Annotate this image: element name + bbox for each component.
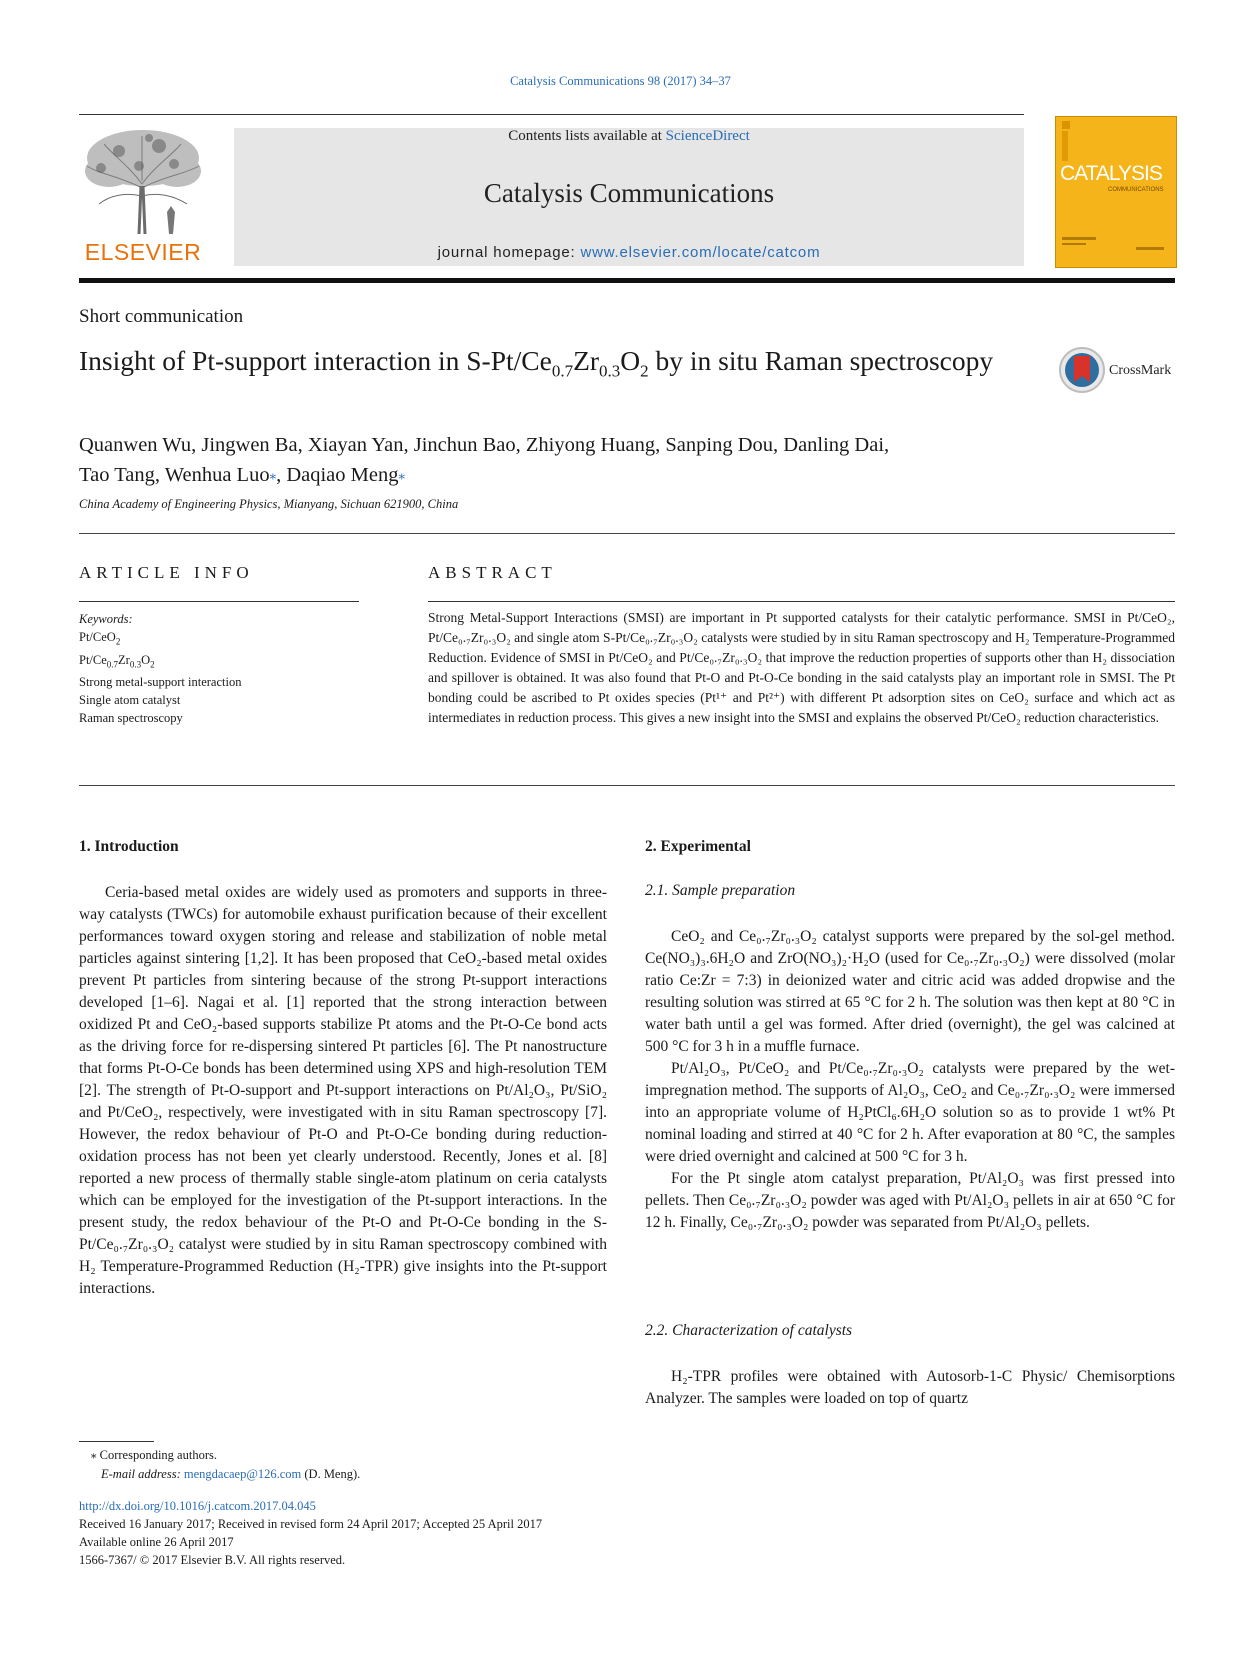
article-info-rule <box>79 601 359 602</box>
email-owner: (D. Meng). <box>301 1467 361 1481</box>
cover-title: CATALYSIS <box>1060 162 1162 185</box>
keyword-sub: 0.7 <box>106 659 119 669</box>
characterization-paragraph: H₂-TPR profiles were obtained with Autosorb-1-C Physic/ Chemisorptions Analyzer. The samples were loaded on top of quartz <box>645 1368 1175 1407</box>
header-rule <box>79 114 1024 115</box>
keyword-item: Raman spectroscopy <box>79 711 183 725</box>
footnote-rule <box>79 1441 154 1442</box>
introduction-heading: 1. Introduction <box>79 838 179 855</box>
characterization-heading: 2.2. Characterization of catalysts <box>645 1322 853 1339</box>
keyword-text: Zr <box>118 652 130 667</box>
author-list <box>79 430 1059 490</box>
section-rule <box>79 533 1175 534</box>
elsevier-tree-logo <box>79 126 207 266</box>
header-thick-rule <box>79 278 1175 283</box>
authors-segment: Tao Tang, Wenhua Luo <box>79 464 270 486</box>
title-part: Insight of Pt-support interaction in S-Pt/Ce <box>79 345 552 376</box>
article-type: Short communication <box>79 306 244 327</box>
article-title <box>79 342 1019 390</box>
introduction-column <box>79 882 607 1300</box>
title-part: Zr <box>573 345 600 376</box>
crossmark-badge[interactable] <box>1058 346 1188 394</box>
abstract-rule <box>428 601 1175 602</box>
homepage-link[interactable]: www.elsevier.com/locate/catcom <box>580 244 821 261</box>
sample-paragraph-3: For the Pt single atom catalyst preparation, Pt/Al₂O₃ was first pressed into pellets. Then Ce₀.₇Zr₀.₃O₂ powder was aged with Pt/Al₂O₃ pellets in air at 650 °C for 12 h. Finally, Ce₀.₇Zr₀.₃O₂ powder was separated from Pt/Al₂O₃ pellets. <box>645 1170 1175 1231</box>
received-dates: Received 16 January 2017; Received in revised form 24 April 2017; Accepted 25 April 2017 <box>79 1517 543 1531</box>
keywords-block <box>79 610 359 727</box>
authors-segment: , Daqiao Meng <box>276 464 399 486</box>
publication-info <box>79 1497 542 1569</box>
title-part: O <box>620 345 641 376</box>
copyright-line: 1566-7367/ © 2017 Elsevier B.V. All rights reserved. <box>79 1553 346 1567</box>
article-info-heading: ARTICLE INFO <box>79 563 254 582</box>
abstract-bottom-rule <box>79 785 1175 786</box>
email-link[interactable]: mengdacaep@126.com <box>183 1467 302 1481</box>
keyword-item: Single atom catalyst <box>79 693 181 707</box>
keyword-sub: 0.3 <box>129 659 142 669</box>
crossmark-label: CrossMark <box>1109 363 1172 378</box>
cover-subtitle: COMMUNICATIONS <box>1108 187 1164 193</box>
journal-reference[interactable]: Catalysis Communications 98 (2017) 34–37 <box>510 74 731 88</box>
affiliation: China Academy of Engineering Physics, Mianyang, Sichuan 621900, China <box>79 497 459 511</box>
journal-cover[interactable] <box>1055 116 1177 268</box>
crossmark-icon <box>1058 346 1106 394</box>
doi-link[interactable]: http://dx.doi.org/10.1016/j.catcom.2017.04.045 <box>79 1499 316 1513</box>
title-part: by in situ Raman spectroscopy <box>648 345 994 376</box>
footnote-block <box>79 1446 360 1484</box>
elsevier-tree-icon <box>79 126 207 236</box>
keyword-sub: 2 <box>150 659 155 669</box>
keywords-label: Keywords: <box>79 612 133 626</box>
journal-homepage <box>234 244 1024 261</box>
authors-line-2 <box>79 460 1059 490</box>
email-footnote <box>79 1465 360 1484</box>
title-sub: 0.3 <box>599 361 621 381</box>
contents-prefix: Contents lists available at <box>508 128 666 144</box>
abstract-text: Strong Metal-Support Interactions (SMSI) are important in Pt supported catalysts for their catalytic performance. SMSI in Pt/CeO₂, Pt/Ce₀.₇Zr₀.₃O₂ and single atom S-Pt/Ce₀.₇Zr₀.₃O₂ catalysts were studied by in situ Raman spectroscopy and H₂ Temperature-Programmed Reduction. Evidence of SMSI in Pt/CeO₂ and Pt/Ce₀.₇Zr₀.₃O₂ that improve the reduction properties of supports other than H₂ dissociation and spillover is obtained. It was also found that Pt-O and Pt-O-Ce bonding in the said catalysts play an important role in SMSI. The Pt bonding could be ascribed to Pt oxides species (Pt¹⁺ and Pt²⁺) with different Pt adsorption sites on CeO₂ surface and which act as intermediates in reduction process. This gives a new insight into the SMSI and explains the observed Pt/CeO₂ reduction characteristics. <box>428 610 1175 725</box>
keyword-text: Pt/Ce <box>79 652 107 667</box>
journal-title: Catalysis Communications <box>483 178 775 208</box>
keyword-item: Strong metal-support interaction <box>79 675 242 689</box>
sample-paragraph-1: CeO₂ and Ce₀.₇Zr₀.₃O₂ catalyst supports were prepared by the sol-gel method. Ce(NO₃)₃.6H₂O and ZrO(NO₃)₂·H₂O (used for Ce₀.₇Zr₀.₃O₂) were dissolved (molar ratio Ce:Zr = 7:3) in deionized water and citric acid was added dropwise and the resulting solution was stirred at 65 °C for 2 h. The solution was then kept at 80 °C in water bath until a gel was formed. After dried (overnight), the gel was calcined at 500 °C for 3 h in a muffle furnace. <box>645 928 1175 1055</box>
email-label: E-mail address: <box>101 1467 184 1481</box>
sample-preparation-column <box>645 926 1175 1234</box>
keyword-sub: 2 <box>115 636 121 647</box>
abstract-heading: ABSTRACT <box>428 563 557 582</box>
keyword-item <box>79 628 359 651</box>
keyword-text: Pt/CeO <box>79 630 116 644</box>
footnote-mark: ⁎ <box>91 1449 97 1461</box>
characterization-column <box>645 1366 1175 1410</box>
title-sub: 0.7 <box>551 361 574 381</box>
journal-banner <box>234 128 1024 266</box>
authors-line-1: Quanwen Wu, Jingwen Ba, Xiayan Yan, Jinchun Bao, Zhiyong Huang, Sanping Dou, Danling Dai, <box>79 434 890 456</box>
keyword-text: O <box>141 652 151 667</box>
sample-paragraph-2: Pt/Al₂O₃, Pt/CeO₂ and Pt/Ce₀.₇Zr₀.₃O₂ catalysts were prepared by the wet-impregnation method. The supports of Al₂O₃, CeO₂ and Ce₀.₇Zr₀.₃O₂ were immersed into an appropriate volume of H₂PtCl₆.6H₂O solution so as to provide 1 wt% Pt nominal loading and stirred at 40 °C for 2 h. After evaporation at 80 °C, the samples were dried overnight and calcined at 500 °C for 3 h. <box>645 1060 1175 1165</box>
corresponding-author-mark[interactable]: ⁎ <box>269 467 277 482</box>
elsevier-wordmark: ELSEVIER <box>84 239 202 265</box>
corresponding-label: Corresponding authors. <box>96 1448 217 1462</box>
sciencedirect-link[interactable]: ScienceDirect <box>665 128 750 144</box>
corresponding-footnote <box>79 1446 360 1465</box>
keyword-item <box>79 651 359 674</box>
homepage-prefix: journal homepage: <box>437 244 581 261</box>
contents-line <box>234 128 1024 145</box>
experimental-heading: 2. Experimental <box>645 838 751 855</box>
sample-preparation-heading: 2.1. Sample preparation <box>645 882 796 899</box>
title-sub: 2 <box>640 361 649 381</box>
corresponding-author-mark[interactable]: ⁎ <box>398 467 405 482</box>
introduction-paragraph: Ceria-based metal oxides are widely used as promoters and supports in three-way catalysts (TWCs) for automobile exhaust purification because of their excellent performances toward oxygen storing and release and stabilization of noble metal particles against sintering [1,2]. It has been proposed that CeO₂-based metal oxides prevent Pt particles from sintering because of the strong Pt-support interactions developed [1–6]. Nagai et al. [1] reported that the strong interaction between oxidized Pt and CeO₂-based supports stabilize Pt atoms and the Pt-O-Ce bond acts as the driving force for re-dispersing sintered Pt particles [6]. The Pt nanostructure that forms Pt-O-Ce bonds has been determined using XPS and high-resolution TEM [2]. The strength of Pt-O-support and Pt-support interactions on Pt/Al₂O₃, Pt/SiO₂ and Pt/CeO₂, respectively, were investigated with in situ Raman spectroscopy [7]. However, the redox behaviour of Pt-O and Pt-O-Ce bonding during reduction-oxidation process has not been yet clearly understood. Recently, Jones et al. [8] reported a new process of thermally stable single-atom platinum on ceria catalysts which can be employed for the investigation of the Pt-support interactions. In the present study, the redox behaviour of the Pt-O and Pt-O-Ce bonding in the S-Pt/Ce₀.₇Zr₀.₃O₂ catalyst were studied by in situ Raman spectroscopy combined with H₂ Temperature-Programmed Reduction (H₂-TPR) give insights into the Pt-support interactions. <box>79 884 607 1297</box>
available-online: Available online 26 April 2017 <box>79 1535 234 1549</box>
